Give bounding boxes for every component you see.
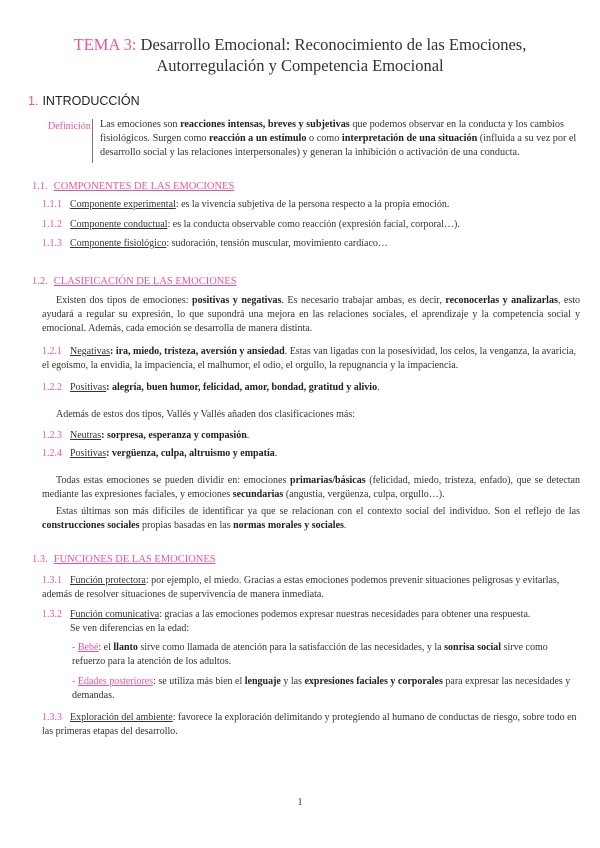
definition-text [100, 118, 580, 159]
section-number: 1. [28, 94, 39, 108]
item-label: Exploración del ambiente [70, 712, 173, 723]
list-item [42, 608, 582, 622]
item-number: 1.2.3 [42, 430, 62, 441]
def-text-2: que podemos observar en la conducta y los cambios fisiológicos. Surgen como [100, 119, 564, 144]
def-text-1: Las emociones son [100, 119, 181, 130]
item-number: 1.3.2 [42, 609, 62, 620]
bullet-item [72, 641, 580, 669]
section-title: COMPONENTES DE LAS EMOCIONES [53, 181, 235, 192]
def-bold-1: reacciones intensas, breves y subjetivas [180, 119, 350, 130]
section-heading-intro [28, 94, 140, 108]
item-bold: : vergüenza, culpa, altruismo y empatía [106, 448, 275, 459]
list-item [42, 711, 582, 739]
text: , esto ayudará a regular su expresión, lo que supondrá una mejora en las relaciones sociales, el aprendizaje y la competencia social y emocional. Además, cada emoción se desarrolla de manera distinta. [42, 295, 580, 334]
item-number: 1.2.2 [42, 382, 62, 393]
item-number: 1.1.3 [42, 238, 62, 249]
text: (angustia, vergüenza, culpa, orgullo…). [283, 489, 445, 500]
text: para expresar las necesidades y demandas. [72, 676, 571, 701]
text: : se utiliza más bien el [153, 676, 245, 687]
bold-text: lenguaje [244, 676, 281, 687]
text: sirve como llamada de atención para la satisfacción de las necesidades, y la [137, 642, 445, 653]
item-number: 1.2.4 [42, 448, 62, 459]
page-number: 1 [297, 797, 303, 808]
item-text: : es la vivencia subjetiva de la persona respecto a la propia emoción. [175, 199, 450, 210]
list-item [42, 447, 582, 461]
item-text: . [377, 382, 380, 393]
item-text: . Estas van ligadas con la posesividad, los celos, la venganza, la avaricia, el egoísmo, la envidia, la impaciencia, el malhumor, el odio, el orgullo, la repugnancia y la impaciencia. [42, 346, 576, 371]
list-item [42, 345, 582, 373]
list-item [42, 381, 582, 395]
definition-divider [92, 119, 93, 163]
section-number: 1.3. [32, 554, 48, 565]
bullet-item [72, 675, 580, 703]
list-item [42, 237, 582, 251]
def-text-3: o como [306, 132, 342, 144]
text: y las [280, 676, 305, 687]
bold-text: reconocerlas y analizarlas [445, 295, 558, 306]
item-text: : favorece la exploración delimitando y protegiendo al humano de conductas de riesgo, sobre todo en las primeras etapas del desarrollo. [42, 712, 577, 737]
section-number: 1.2. [32, 276, 48, 287]
bullet-label: Bebé [77, 642, 99, 653]
bullet-label: Edades posteriores [77, 676, 154, 687]
paragraph: Además de estos dos tipos, Vallés y Vallés añaden dos clasificaciones más: [56, 409, 356, 420]
item-label: Función comunicativa [70, 609, 160, 620]
item-number: 1.3.3 [42, 712, 62, 723]
page-subtitle [0, 55, 600, 77]
item-label: Neutras [70, 430, 102, 441]
section-title: INTRODUCCIÓN [42, 94, 140, 108]
item-number: 1.2.1 [42, 346, 62, 357]
def-bold-3: interpretación de una situación [341, 132, 478, 144]
bold-text: primarias/básicas [290, 475, 366, 486]
item-text: : gracias a las emociones podemos expresar nuestras necesidades para obtener una respuesta. [159, 609, 531, 620]
item-bold: : sorpresa, esperanza y compasión [101, 430, 247, 441]
item-text: : sudoración, tensión muscular, movimiento cardíaco… [166, 238, 388, 249]
title-label: TEMA 3: [73, 35, 137, 54]
item-bold: : ira, miedo, tristeza, aversión y ansiedad [110, 346, 285, 357]
text: : el [98, 642, 114, 653]
text: . [343, 520, 347, 531]
bullet-dash: - [72, 676, 78, 687]
text: propias basadas en las [139, 520, 234, 531]
list-item [42, 218, 582, 232]
title-line2: Autorregulación y Competencia Emocional [156, 56, 444, 75]
list-item [42, 574, 582, 602]
def-bold-2: reacción a un estímulo [209, 132, 307, 144]
paragraph [42, 474, 580, 502]
item-number: 1.1.1 [42, 199, 62, 210]
bold-text: construcciones sociales [42, 520, 140, 531]
page-title [0, 34, 600, 56]
bold-text: normas morales y sociales [233, 520, 344, 531]
section-heading-components [32, 181, 234, 192]
paragraph [42, 505, 580, 533]
item-text: : por ejemplo, el miedo. Gracias a estas emociones podemos prevenir situaciones peligrosas y evitarlas, además de resolver situaciones de supervivencia de manera inmediata. [42, 575, 560, 600]
bullet-dash: - [72, 642, 78, 653]
item-label: Componente conductual [70, 219, 168, 230]
item-text: : es la conducta observable como reacción (expresión facial, corporal…). [167, 219, 460, 230]
list-item [42, 429, 582, 443]
bold-text: llanto [113, 642, 138, 653]
item-text: . [246, 430, 250, 441]
item-bold: : alegría, buen humor, felicidad, amor, bondad, gratitud y alivio [106, 382, 378, 393]
definition-label: Definición [48, 121, 91, 132]
list-item [42, 198, 582, 212]
def-text-4: (influida a su vez por el desarrollo social y las relaciones interpersonales) y generan la inhibición o activación de una conducta. [100, 132, 577, 158]
item-label: Negativas [70, 346, 110, 357]
item-text: . [274, 448, 278, 459]
item-label: Positivas [70, 382, 107, 393]
item-label: Función protectora [70, 575, 146, 586]
text: sirve como refuerzo para la atención de los adultos. [72, 642, 548, 667]
bold-text: secundarias [232, 489, 284, 500]
text: Existen dos tipos de emociones: [56, 295, 193, 306]
bold-text: positivas y negativas [192, 295, 282, 306]
bold-text: expresiones faciales y corporales [304, 676, 443, 687]
item-label: Componente experimental [70, 199, 176, 210]
item-label: Positivas [70, 448, 107, 459]
paragraph [42, 294, 580, 336]
section-title: CLASIFICACIÓN DE LAS EMOCIONES [53, 276, 237, 287]
text: . Es necesario trabajar ambas, es decir, [281, 295, 446, 306]
list-item-continuation: Se ven diferencias en la edad: [70, 623, 190, 634]
section-heading-classification [32, 276, 237, 287]
text: Todas estas emociones se pueden dividir en: emociones [56, 475, 291, 486]
text: (felicidad, miedo, tristeza, enfado), que se detectan mediante las expresiones faciales, y emociones [42, 475, 580, 500]
section-heading-functions [32, 554, 216, 565]
section-number: 1.1. [32, 181, 48, 192]
text: Estas últimas son más difíciles de identificar ya que se relacionan con el contexto social del individuo. Son el reflejo de las [56, 506, 580, 517]
item-number: 1.1.2 [42, 219, 62, 230]
bold-text: sonrisa social [444, 642, 502, 653]
item-number: 1.3.1 [42, 575, 62, 586]
item-label: Componente fisiológico [70, 238, 167, 249]
title-line1: Desarrollo Emocional: Reconocimiento de las Emociones, [140, 35, 527, 54]
section-title: FUNCIONES DE LAS EMOCIONES [53, 554, 216, 565]
